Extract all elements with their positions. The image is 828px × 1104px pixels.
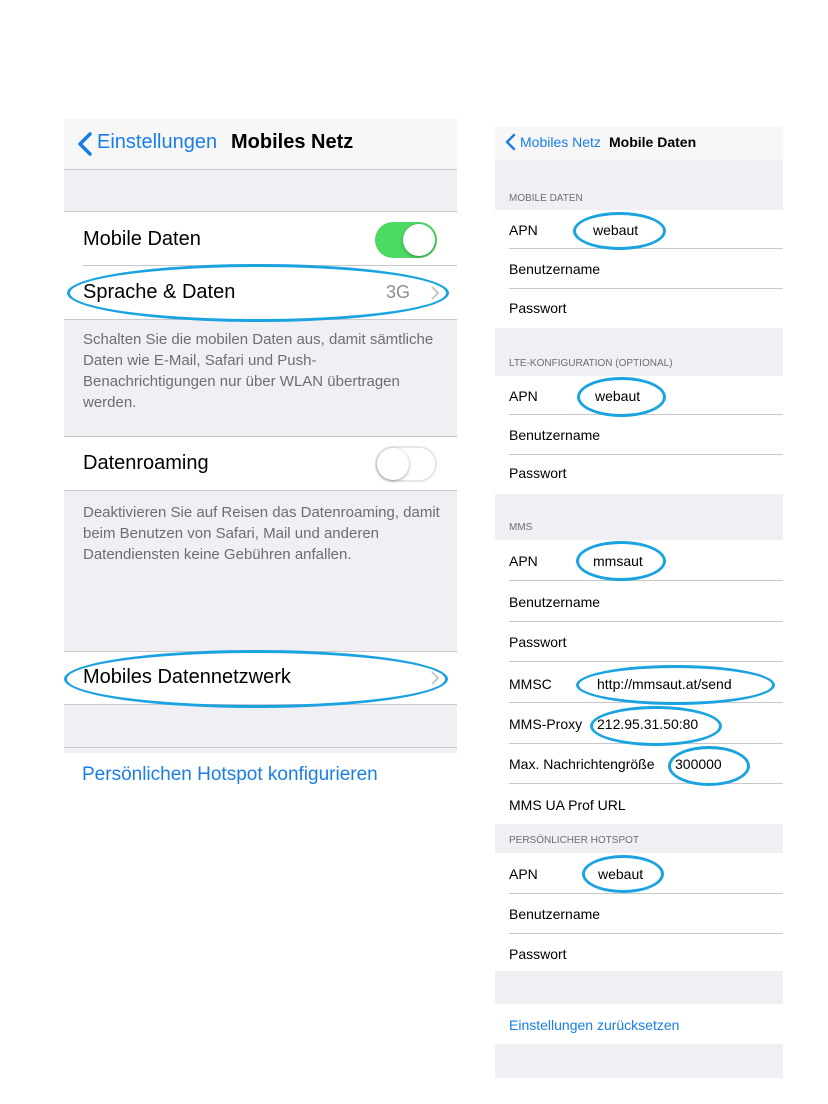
toggle-knob (377, 448, 409, 480)
divider (509, 783, 783, 784)
apn-label: APN (509, 222, 538, 238)
password-label: Passwort (509, 946, 567, 962)
mobile-data-apn-screen (495, 126, 783, 1078)
apn-value[interactable]: webaut (595, 388, 641, 404)
username-label: Benutzername (509, 427, 601, 443)
divider (509, 893, 783, 894)
divider (509, 288, 783, 289)
toggle-knob (403, 224, 435, 256)
divider (64, 490, 457, 491)
mmsc-label: MMSC (509, 676, 552, 692)
username-label: Benutzername (509, 261, 601, 277)
mms-ua-prof-url-label: MMS UA Prof URL (509, 797, 626, 813)
highlight-ellipse (64, 650, 448, 708)
username-label: Benutzername (509, 906, 601, 922)
divider (509, 621, 783, 622)
page-title: Mobiles Netz (231, 131, 354, 153)
mobile-data-network-label: Mobiles Datennetzwerk (83, 666, 291, 688)
apn-value[interactable]: webaut (598, 866, 644, 882)
highlight-ellipse (573, 212, 666, 250)
username-label: Benutzername (509, 594, 601, 610)
divider (509, 248, 783, 249)
back-button[interactable]: Mobiles Netz (520, 134, 601, 150)
highlight-ellipse (576, 665, 775, 705)
roaming-toggle[interactable] (375, 446, 437, 482)
voice-data-value: 3G (386, 282, 411, 302)
highlight-ellipse (582, 855, 664, 893)
divider (509, 933, 783, 934)
max-message-size-label: Max. Nachrichtengröße (509, 756, 655, 772)
roaming-label: Datenroaming (83, 452, 209, 474)
voice-data-label: Sprache & Daten (83, 281, 236, 303)
section-header: LTE-KONFIGURATION (OPTIONAL) (509, 358, 673, 369)
mobile-data-label: Mobile Daten (83, 228, 201, 250)
configure-hotspot-link[interactable]: Persönlichen Hotspot konfigurieren (82, 764, 378, 785)
mobile-data-toggle[interactable] (375, 222, 437, 258)
roaming-footer: Deaktivieren Sie auf Reisen das Datenroaming, damit beim Benutzen von Safari, Mail und anderen Datendiensten keine Gebühren anfallen. (83, 504, 440, 563)
apn-value[interactable]: mmsaut (593, 553, 643, 569)
highlight-ellipse (67, 264, 449, 322)
section-header: MMS (509, 522, 533, 533)
divider (509, 661, 783, 662)
apn-value[interactable]: webaut (593, 222, 639, 238)
apn-label: APN (509, 388, 538, 404)
divider (64, 169, 457, 170)
highlight-ellipse (590, 706, 722, 746)
divider (509, 454, 783, 455)
apn-label: APN (509, 866, 538, 882)
mms-proxy-label: MMS-Proxy (509, 716, 583, 732)
highlight-ellipse (577, 377, 666, 417)
divider (509, 414, 783, 415)
navigation-bar (495, 126, 783, 160)
section-header: PERSÖNLICHER HOTSPOT (509, 835, 640, 846)
page-title: Mobile Daten (609, 134, 697, 150)
password-label: Passwort (509, 300, 567, 316)
mms-proxy-value[interactable]: 212.95.31.50:80 (597, 716, 699, 732)
max-message-size-value[interactable]: 300000 (675, 756, 722, 772)
highlight-ellipse (668, 746, 750, 786)
back-chevron-icon[interactable] (74, 131, 96, 157)
section-header: MOBILE DATEN (509, 193, 583, 204)
highlight-ellipse (576, 541, 666, 581)
back-chevron-icon[interactable] (504, 133, 518, 151)
navigation-bar (64, 119, 457, 169)
mobile-data-footer: Schalten Sie die mobilen Daten aus, damit sämtliche Daten wie E-Mail, Safari und Push-Benachrichtigungen nur über WLAN übertragen werden. (83, 331, 434, 411)
divider (64, 747, 457, 748)
password-label: Passwort (509, 465, 567, 481)
back-button[interactable]: Einstellungen (97, 131, 218, 153)
apn-label: APN (509, 553, 538, 569)
reset-settings-link[interactable]: Einstellungen zurücksetzen (509, 1017, 680, 1033)
mmsc-value[interactable]: http://mmsaut.at/send (597, 676, 732, 692)
divider (509, 580, 783, 581)
password-label: Passwort (509, 634, 567, 650)
roaming-row (64, 437, 457, 490)
